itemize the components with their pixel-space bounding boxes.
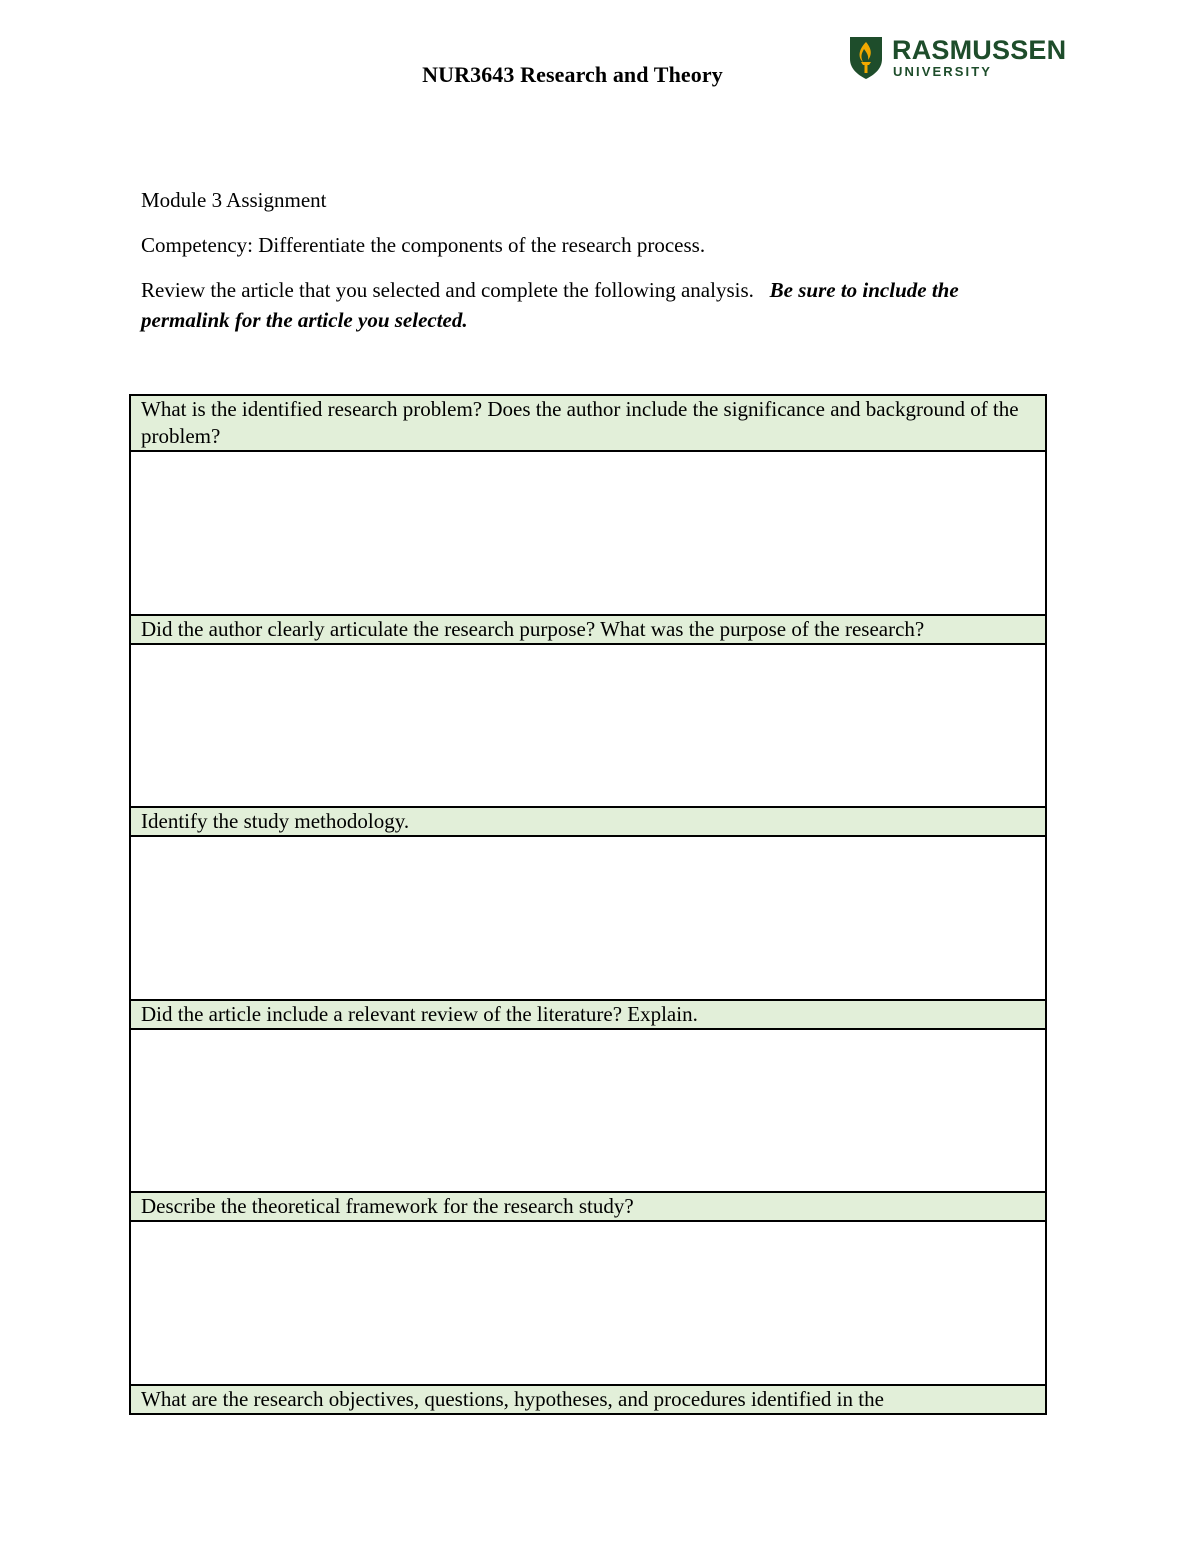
answer-cell[interactable] — [130, 644, 1046, 807]
answer-cell[interactable] — [130, 1029, 1046, 1192]
question-cell: Did the author clearly articulate the research purpose? What was the purpose of the research? — [130, 615, 1046, 644]
module-heading: Module 3 Assignment — [141, 188, 327, 212]
torch-shield-icon — [848, 34, 884, 80]
rasmussen-logo — [848, 34, 1067, 84]
logo-subtitle: UNIVERSITY — [893, 64, 993, 79]
question-cell: Did the article include a relevant review of the literature? Explain. — [130, 1000, 1046, 1029]
logo-name: RASMUSSEN — [892, 35, 1067, 65]
question-cell: What is the identified research problem? Does the author include the significance and background of the problem? — [130, 395, 1046, 451]
answer-cell[interactable] — [130, 451, 1046, 615]
competency-text: Competency: Differentiate the components of the research process. — [141, 233, 706, 257]
permalink-emphasis: Be sure to include the permalink for the article you selected. — [141, 278, 959, 332]
question-cell: Identify the study methodology. — [130, 807, 1046, 836]
question-cell: Describe the theoretical framework for the research study? — [130, 1192, 1046, 1221]
answer-cell[interactable] — [130, 836, 1046, 1000]
analysis-table — [129, 394, 1047, 1415]
course-title: NUR3643 Research and Theory — [422, 62, 723, 87]
instructions — [141, 275, 1041, 335]
answer-cell[interactable] — [130, 1221, 1046, 1385]
question-cell: What are the research objectives, questions, hypotheses, and procedures identified in the — [130, 1385, 1046, 1414]
review-text: Review the article that you selected and complete the following analysis. — [141, 278, 754, 302]
